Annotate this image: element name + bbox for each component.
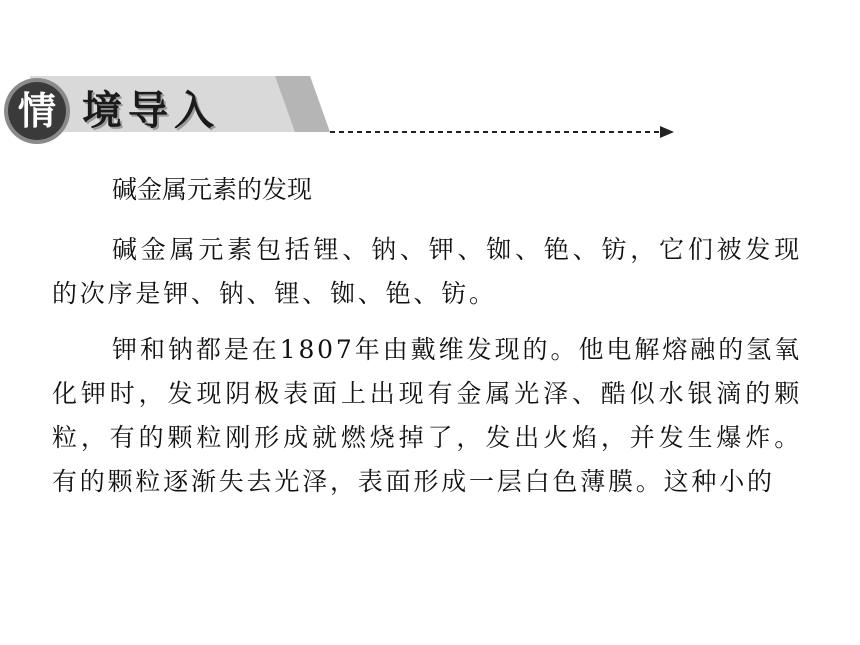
banner-title: 境导入 — [82, 88, 220, 134]
arrow-head-icon — [660, 126, 674, 138]
banner-emblem-char: 情 — [17, 89, 56, 133]
section-header-banner — [0, 62, 860, 152]
paragraph-1: 碱金属元素包括锂、钠、钾、铷、铯、钫，它们被发现的次序是钾、钠、锂、铷、铯、钫。 — [52, 235, 802, 308]
article-body — [52, 168, 802, 516]
paragraph-2: 钾和钠都是在1807年由戴维发现的。他电解熔融的氢氧化钾时，发现阴极表面上出现有金属光泽、酷似水银滴的颗粒，有的颗粒刚形成就燃烧掉了，发出火焰，并发生爆炸。有的颗粒逐渐失去光泽，表面形成一层白色薄膜。这种小的 — [52, 335, 802, 496]
article-subtitle: 碱金属元素的发现 — [112, 175, 313, 204]
